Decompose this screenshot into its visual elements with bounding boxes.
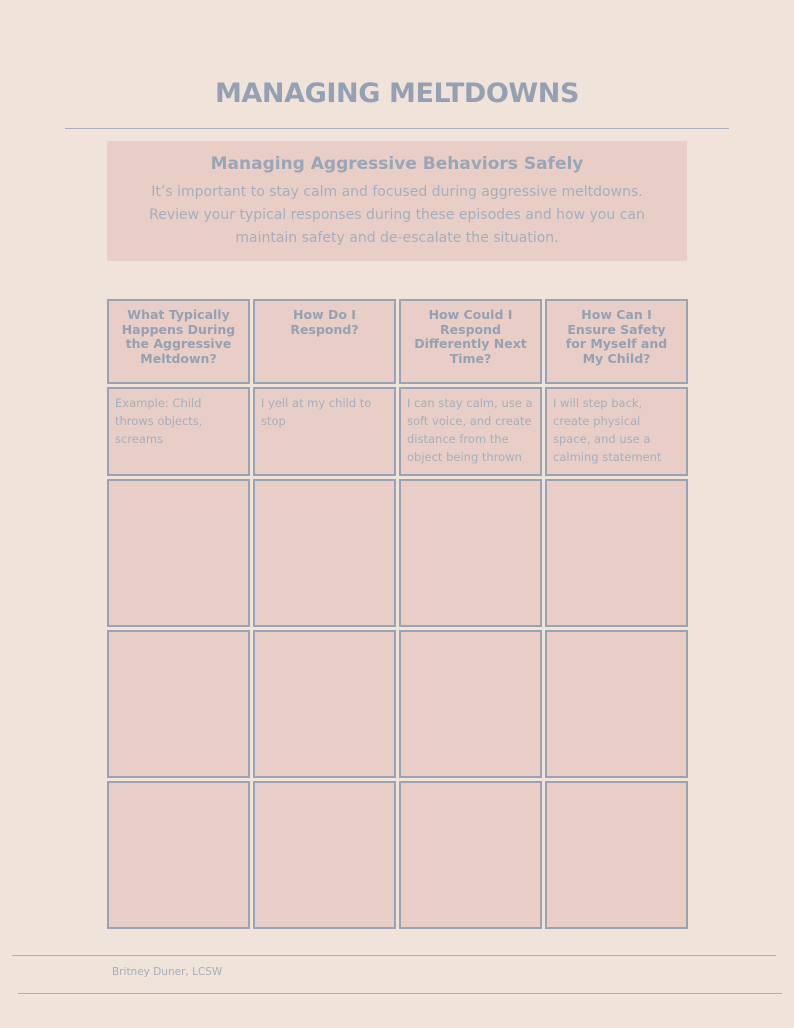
footer-divider-top bbox=[12, 955, 776, 956]
page-title: MANAGING MELTDOWNS bbox=[214, 78, 580, 109]
example-cell: I will step back, create physical space, and use a calming statement bbox=[545, 387, 688, 476]
column-header: How Can I Ensure Safety for Myself and My Child? bbox=[545, 299, 688, 384]
example-cell: I yell at my child to stop bbox=[253, 387, 396, 476]
column-header: What Typically Happens During the Aggressive Meltdown? bbox=[107, 299, 250, 384]
footer-divider-bottom bbox=[18, 993, 782, 994]
footer-author: Britney Duner, LCSW bbox=[112, 966, 223, 978]
blank-entry-cell[interactable] bbox=[107, 479, 250, 627]
worksheet-table bbox=[107, 299, 688, 929]
intro-box bbox=[107, 141, 687, 261]
blank-entry-cell[interactable] bbox=[107, 630, 250, 778]
title-divider bbox=[65, 128, 729, 129]
example-cell: I can stay calm, use a soft voice, and create distance from the object being thrown bbox=[399, 387, 542, 476]
blank-entry-cell[interactable] bbox=[399, 630, 542, 778]
blank-entry-cell[interactable] bbox=[545, 479, 688, 627]
blank-entry-cell[interactable] bbox=[399, 781, 542, 929]
intro-heading: Managing Aggressive Behaviors Safely bbox=[210, 154, 584, 174]
blank-entry-cell[interactable] bbox=[399, 479, 542, 627]
example-cell: Example: Child throws objects, screams bbox=[107, 387, 250, 476]
blank-entry-cell[interactable] bbox=[253, 479, 396, 627]
column-header: How Could I Respond Differently Next Time? bbox=[399, 299, 542, 384]
intro-text: It’s important to stay calm and focused during aggressive meltdowns. Review your typical responses during these episodes and how you can maintain safety and de-escalate the situation. bbox=[149, 184, 645, 246]
blank-entry-cell[interactable] bbox=[107, 781, 250, 929]
blank-entry-cell[interactable] bbox=[545, 781, 688, 929]
blank-entry-cell[interactable] bbox=[253, 630, 396, 778]
blank-entry-cell[interactable] bbox=[253, 781, 396, 929]
column-header: How Do I Respond? bbox=[253, 299, 396, 384]
blank-entry-cell[interactable] bbox=[545, 630, 688, 778]
